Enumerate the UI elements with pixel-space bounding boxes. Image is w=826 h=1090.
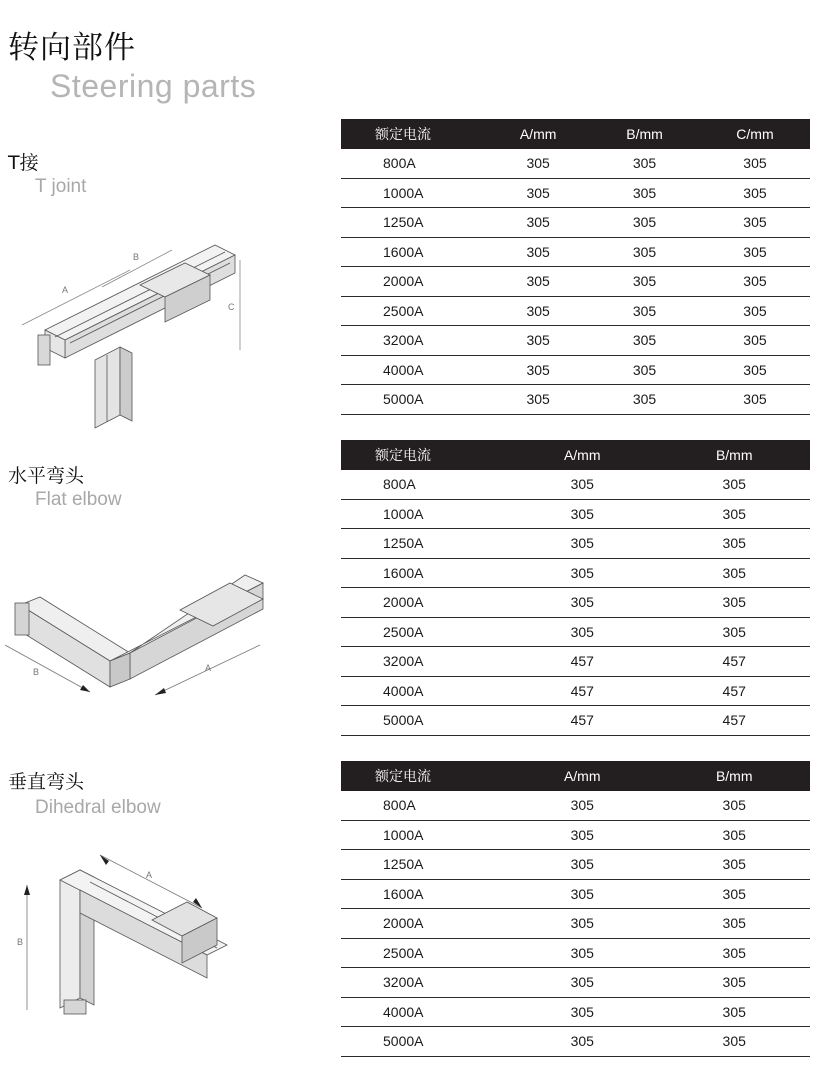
value-c: 305 <box>700 208 810 238</box>
section-title-dihedral-elbow: 垂直弯头 <box>8 771 85 793</box>
current-rating: 800A <box>341 149 487 178</box>
current-rating: 1000A <box>341 820 506 850</box>
current-rating: 1250A <box>341 529 506 559</box>
column-header: 额定电流 <box>341 119 487 149</box>
table-row <box>341 529 810 559</box>
value-b: 305 <box>589 385 700 415</box>
section-title-flat-elbow: 水平弯头 <box>8 465 85 487</box>
table-row <box>341 938 810 968</box>
value-a: 305 <box>506 558 658 588</box>
value-b: 305 <box>658 1027 810 1057</box>
table-row <box>341 968 810 998</box>
table-row <box>341 267 810 297</box>
value-a: 305 <box>506 588 658 618</box>
value-a: 305 <box>506 938 658 968</box>
value-a: 305 <box>506 850 658 880</box>
value-b: 305 <box>658 617 810 647</box>
value-a: 305 <box>506 820 658 850</box>
value-b: 457 <box>658 647 810 677</box>
section-subtitle-flat-elbow: Flat elbow <box>35 489 122 510</box>
current-rating: 4000A <box>341 676 506 706</box>
value-a: 305 <box>487 296 589 326</box>
table-row <box>341 296 810 326</box>
value-a: 305 <box>487 178 589 208</box>
value-c: 305 <box>700 149 810 178</box>
dihedral-elbow-drawing <box>12 850 237 1020</box>
current-rating: 2500A <box>341 296 487 326</box>
value-a: 305 <box>506 617 658 647</box>
section-subtitle-dihedral-elbow: Dihedral elbow <box>35 797 161 818</box>
spec-table-t-joint <box>341 119 810 415</box>
value-c: 305 <box>700 237 810 267</box>
value-a: 305 <box>506 968 658 998</box>
current-rating: 5000A <box>341 1027 506 1057</box>
value-a: 305 <box>506 470 658 499</box>
current-rating: 1250A <box>341 208 487 238</box>
table-row <box>341 617 810 647</box>
table-row <box>341 820 810 850</box>
table-row <box>341 676 810 706</box>
current-rating: 1600A <box>341 237 487 267</box>
value-a: 305 <box>506 499 658 529</box>
value-b: 305 <box>589 237 700 267</box>
value-b: 305 <box>589 296 700 326</box>
table-row <box>341 237 810 267</box>
current-rating: 1250A <box>341 850 506 880</box>
current-rating: 2000A <box>341 588 506 618</box>
value-b: 305 <box>589 267 700 297</box>
table-row <box>341 470 810 499</box>
value-b: 305 <box>658 820 810 850</box>
current-rating: 800A <box>341 470 506 499</box>
value-a: 305 <box>487 149 589 178</box>
value-b: 305 <box>658 879 810 909</box>
value-a: 305 <box>506 529 658 559</box>
table-row <box>341 1027 810 1057</box>
dimension-label-b: B <box>133 252 140 262</box>
value-b: 305 <box>658 997 810 1027</box>
current-rating: 1000A <box>341 178 487 208</box>
column-header: A/mm <box>487 119 589 149</box>
value-b: 305 <box>658 938 810 968</box>
value-b: 305 <box>589 208 700 238</box>
table-row <box>341 997 810 1027</box>
value-b: 305 <box>589 178 700 208</box>
value-b: 305 <box>658 791 810 820</box>
value-b: 305 <box>589 326 700 356</box>
current-rating: 5000A <box>341 385 487 415</box>
table-header-row <box>341 440 810 470</box>
value-a: 305 <box>487 237 589 267</box>
current-rating: 3200A <box>341 326 487 356</box>
column-header: 额定电流 <box>341 761 506 791</box>
current-rating: 5000A <box>341 706 506 736</box>
table-row <box>341 178 810 208</box>
column-header: B/mm <box>589 119 700 149</box>
table-row <box>341 879 810 909</box>
table-row <box>341 588 810 618</box>
value-b: 457 <box>658 676 810 706</box>
value-a: 305 <box>487 355 589 385</box>
t-joint-drawing <box>10 225 250 430</box>
current-rating: 3200A <box>341 647 506 677</box>
value-a: 305 <box>487 267 589 297</box>
table-row <box>341 791 810 820</box>
value-b: 305 <box>658 850 810 880</box>
dimension-label-b: B <box>33 667 40 677</box>
table-row <box>341 558 810 588</box>
column-header: B/mm <box>658 440 810 470</box>
current-rating: 4000A <box>341 997 506 1027</box>
value-b: 305 <box>589 149 700 178</box>
column-header: A/mm <box>506 440 658 470</box>
dimension-label-b: B <box>17 937 24 947</box>
value-c: 305 <box>700 178 810 208</box>
current-rating: 1000A <box>341 499 506 529</box>
value-b: 305 <box>658 529 810 559</box>
page-subtitle: Steering parts <box>50 68 257 104</box>
value-b: 305 <box>589 355 700 385</box>
page-title: 转向部件 <box>8 30 136 66</box>
table-row <box>341 499 810 529</box>
column-header: B/mm <box>658 761 810 791</box>
value-c: 305 <box>700 267 810 297</box>
value-a: 305 <box>506 997 658 1027</box>
value-a: 457 <box>506 676 658 706</box>
dimension-label-a: A <box>62 285 69 295</box>
value-b: 305 <box>658 499 810 529</box>
section-title-t-joint: T接 <box>8 152 39 174</box>
current-rating: 800A <box>341 791 506 820</box>
current-rating: 2500A <box>341 617 506 647</box>
table-row <box>341 326 810 356</box>
value-b: 305 <box>658 909 810 939</box>
spec-table-dihedral-elbow <box>341 761 810 1057</box>
value-a: 305 <box>506 909 658 939</box>
value-b: 457 <box>658 706 810 736</box>
current-rating: 2000A <box>341 267 487 297</box>
current-rating: 3200A <box>341 968 506 998</box>
table-header-row <box>341 761 810 791</box>
value-b: 305 <box>658 558 810 588</box>
current-rating: 2000A <box>341 909 506 939</box>
value-a: 305 <box>506 791 658 820</box>
flat-elbow-drawing <box>5 565 270 705</box>
dimension-label-c: C <box>228 302 235 312</box>
value-b: 305 <box>658 968 810 998</box>
table-header-row <box>341 119 810 149</box>
column-header: 额定电流 <box>341 440 506 470</box>
value-c: 305 <box>700 326 810 356</box>
column-header: A/mm <box>506 761 658 791</box>
value-a: 305 <box>487 208 589 238</box>
value-a: 457 <box>506 647 658 677</box>
value-c: 305 <box>700 385 810 415</box>
value-a: 457 <box>506 706 658 736</box>
value-a: 305 <box>487 385 589 415</box>
current-rating: 1600A <box>341 558 506 588</box>
table-row <box>341 355 810 385</box>
current-rating: 2500A <box>341 938 506 968</box>
dimension-label-a: A <box>205 663 212 673</box>
spec-table-flat-elbow <box>341 440 810 736</box>
table-row <box>341 909 810 939</box>
table-row <box>341 647 810 677</box>
value-a: 305 <box>506 879 658 909</box>
column-header: C/mm <box>700 119 810 149</box>
current-rating: 1600A <box>341 879 506 909</box>
table-row <box>341 385 810 415</box>
current-rating: 4000A <box>341 355 487 385</box>
table-row <box>341 850 810 880</box>
value-b: 305 <box>658 470 810 499</box>
value-c: 305 <box>700 296 810 326</box>
table-row <box>341 149 810 178</box>
section-subtitle-t-joint: T joint <box>35 176 87 197</box>
value-b: 305 <box>658 588 810 618</box>
table-row <box>341 208 810 238</box>
value-c: 305 <box>700 355 810 385</box>
value-a: 305 <box>487 326 589 356</box>
table-row <box>341 706 810 736</box>
dimension-label-a: A <box>146 870 153 880</box>
value-a: 305 <box>506 1027 658 1057</box>
